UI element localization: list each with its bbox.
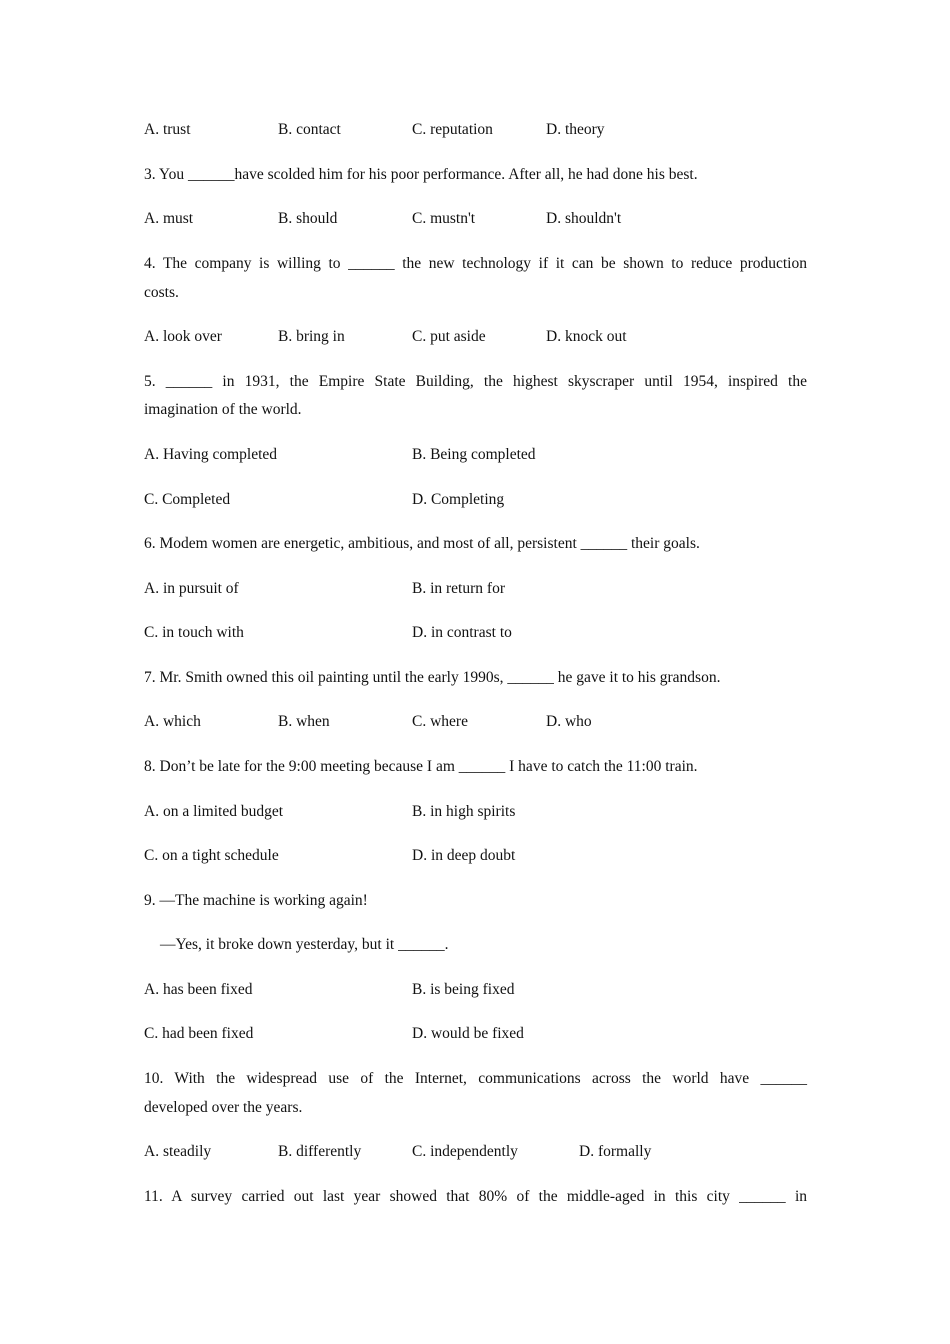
q3-option-c: C. mustn't	[412, 210, 476, 227]
q5-option-a: A. Having completed	[144, 446, 278, 463]
q7-option-c: C. where	[412, 713, 468, 730]
q9-stem-line-2: —Yes, it broke down yesterday, but it ______.	[160, 936, 449, 953]
q9-option-d: D. would be fixed	[412, 1025, 524, 1042]
q5-stem-line-1: 5. ______ in 1931, the Empire State Building, the highest skyscraper until 1954, inspired the	[144, 373, 807, 390]
q5-option-d: D. Completing	[412, 491, 505, 508]
q6-stem: 6. Modem women are energetic, ambitious, and most of all, persistent ______ their goals.	[144, 535, 700, 552]
q7-option-d: D. who	[546, 713, 592, 730]
q9-option-b: B. is being fixed	[412, 981, 515, 998]
q7-option-b: B. when	[278, 713, 330, 730]
q6-option-b: B. in return for	[412, 580, 505, 597]
q9-option-c: C. had been fixed	[144, 1025, 254, 1042]
q10-stem-line-1: 10. With the widespread use of the Internet, communications across the world have ______	[144, 1070, 807, 1087]
q10-option-c: C. independently	[412, 1143, 518, 1160]
q10-option-a: A. steadily	[144, 1143, 212, 1160]
q10-option-d: D. formally	[579, 1143, 652, 1160]
q2-option-b: B. contact	[278, 121, 341, 138]
q7-option-a: A. which	[144, 713, 201, 730]
q3-stem: 3. You ______have scolded him for his poor performance. After all, he had done his best.	[144, 166, 698, 183]
q10-option-b: B. differently	[278, 1143, 362, 1160]
q4-stem-line-2: costs.	[144, 284, 179, 301]
q2-option-a: A. trust	[144, 121, 191, 138]
q5-option-b: B. Being completed	[412, 446, 536, 463]
q3-option-b: B. should	[278, 210, 338, 227]
q5-option-c: C. Completed	[144, 491, 231, 508]
q3-option-a: A. must	[144, 210, 194, 227]
q9-stem-line-1: 9. —The machine is working again!	[144, 892, 368, 909]
q6-option-c: C. in touch with	[144, 624, 244, 641]
q4-option-a: A. look over	[144, 328, 222, 345]
q8-option-a: A. on a limited budget	[144, 803, 284, 820]
q4-stem-line-1: 4. The company is willing to ______ the new technology if it can be shown to reduce production	[144, 255, 807, 272]
q6-option-d: D. in contrast to	[412, 624, 512, 641]
q6-option-a: A. in pursuit of	[144, 580, 239, 597]
q11-stem-line-1: 11. A survey carried out last year showed that 80% of the middle-aged in this city ______ in	[144, 1188, 807, 1205]
q8-stem: 8. Don’t be late for the 9:00 meeting because I am ______ I have to catch the 11:00 train.	[144, 758, 698, 775]
q2-option-d: D. theory	[546, 121, 605, 138]
q5-stem-line-2: imagination of the world.	[144, 401, 302, 418]
q7-stem: 7. Mr. Smith owned this oil painting until the early 1990s, ______ he gave it to his grandson.	[144, 669, 721, 686]
q4-option-c: C. put aside	[412, 328, 486, 345]
q8-option-c: C. on a tight schedule	[144, 847, 279, 864]
q3-option-d: D. shouldn't	[546, 210, 622, 227]
q4-option-b: B. bring in	[278, 328, 345, 345]
q4-option-d: D. knock out	[546, 328, 627, 345]
q8-option-d: D. in deep doubt	[412, 847, 516, 864]
q2-option-c: C. reputation	[412, 121, 493, 138]
q9-option-a: A. has been fixed	[144, 981, 253, 998]
q10-stem-line-2: developed over the years.	[144, 1099, 303, 1116]
q8-option-b: B. in high spirits	[412, 803, 516, 820]
